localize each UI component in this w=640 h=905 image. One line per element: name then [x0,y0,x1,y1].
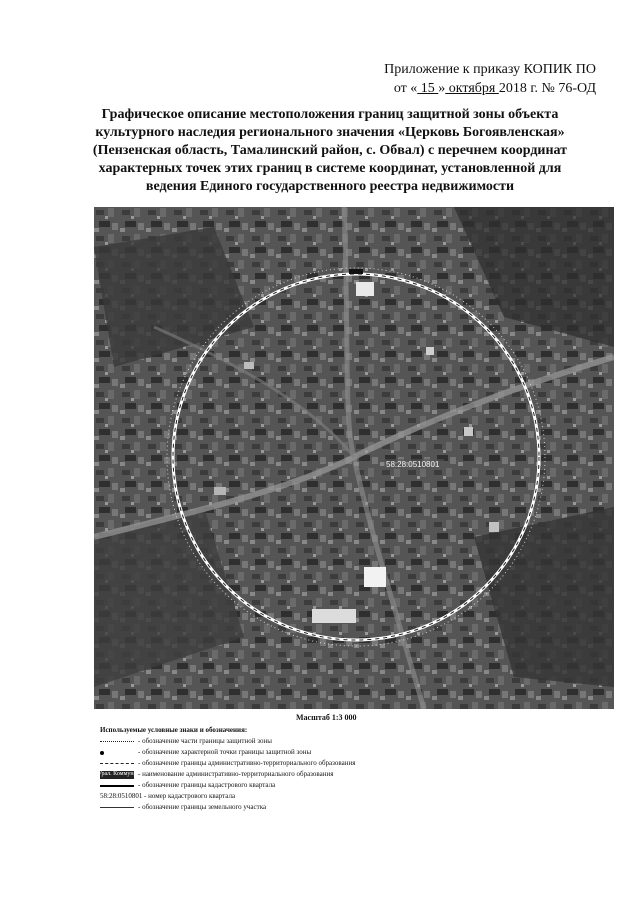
title-line: ведения Единого государственного реестра недвижимости [145,179,515,194]
document-title [60,106,600,196]
boundary-start-marker [349,269,363,274]
legend-item [100,780,430,791]
appendix-mid: » [438,81,446,96]
appendix-month: октября [445,81,499,96]
legend-item-text: - обозначение части границы защитной зоны [138,737,272,745]
appendix-header [336,60,596,98]
legend [97,725,430,813]
legend-title: Используемые условные знаки и обозначения: [100,726,248,734]
aerial-map [94,207,614,709]
church-building [364,567,386,587]
characteristic-point-symbol [100,751,134,755]
appendix-line1: Приложение к приказу КОПИК ПО [384,62,596,77]
zone-boundary-symbol [100,741,134,742]
building [464,427,473,436]
appendix-day: 15 [417,81,439,96]
legend-item [100,791,430,802]
land-plot-boundary-symbol [100,807,134,808]
legend-item-text: - обозначение границы земельного участка [138,803,267,811]
legend-item-text: - наименование административно-территориального образования [138,770,334,778]
appendix-line2 [336,79,596,98]
building [214,487,226,495]
appendix-suffix: 2018 г. № 76-ОД [498,81,596,96]
building [244,362,254,369]
legend-item [100,758,430,769]
map-scale: Масштаб 1:3 000 [296,713,357,722]
legend-item [100,802,430,813]
legend-item [97,769,430,780]
cadastral-number-symbol: 58:28:0510801 [100,792,143,800]
building [312,609,356,623]
admin-name-symbol: Урал. Коммуна [97,771,137,777]
appendix-prefix: от « [393,81,418,96]
building [489,522,499,532]
title-line: характерных точек этих границ в системе координат, установленной для [98,161,562,176]
legend-item-text: - обозначение границы административно-территориального образования [138,759,356,767]
admin-boundary-symbol [100,763,134,764]
map-svg [94,207,614,709]
legend-item [100,747,430,758]
title-line: культурного наследия регионального значения «Церковь Богоявленская» [95,125,565,140]
legend-item-text: - обозначение характерной точки границы защитной зоны [138,748,312,756]
building [426,347,434,355]
legend-item-text: - обозначение границы кадастрового квартала [138,781,276,789]
title-line: (Пензенская область, Тамалинский район, с. Обвал) с перечнем координат [92,143,568,158]
legend-item [100,736,430,747]
title-line: Графическое описание местоположения границ защитной зоны объекта [101,107,559,122]
legend-item-text: - номер кадастрового квартала [144,792,236,800]
parcel-number-label: 58:28:0510801 [386,460,440,469]
cadastral-quarter-boundary-symbol [100,785,134,787]
building [356,282,374,296]
